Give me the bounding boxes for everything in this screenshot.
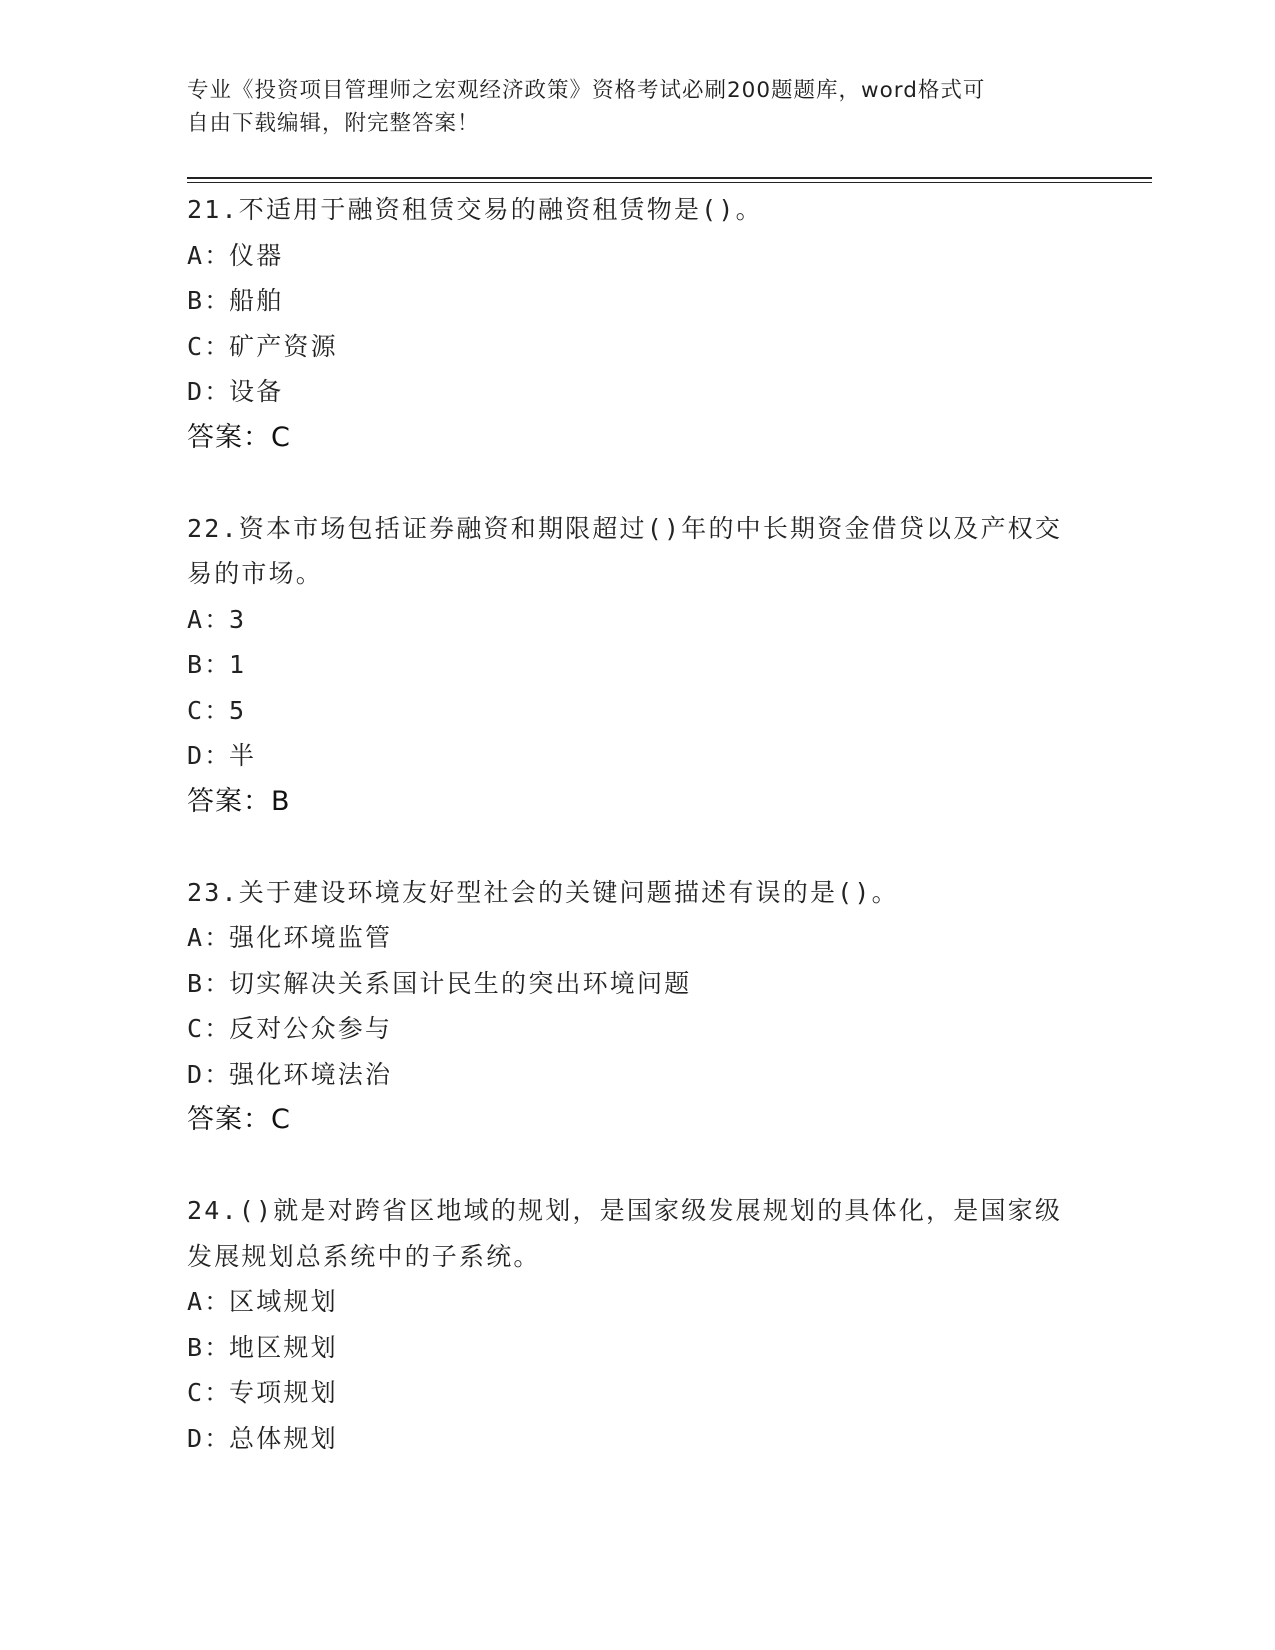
option-key: A：	[187, 604, 232, 634]
answer-line: 答案：C	[187, 1104, 291, 1135]
option-text: 地区规划	[229, 1332, 338, 1362]
option-key: C：	[187, 695, 232, 725]
question-23	[187, 870, 1087, 1189]
option-d	[187, 369, 1087, 415]
question-21	[187, 187, 1087, 506]
option-a	[187, 915, 1087, 961]
option-text: 切实解决关系国计民生的突出环境问题	[229, 968, 692, 998]
option-a	[187, 597, 1087, 643]
option-text: 仪器	[229, 240, 284, 270]
question-stem: 22.资本市场包括证券融资和期限超过()年的中长期资金借贷以及产权交易的市场。	[187, 513, 1063, 588]
option-d	[187, 1052, 1087, 1098]
option-text: 设备	[229, 377, 284, 406]
question-stem: 21.不适用于融资租赁交易的融资租赁物是()。	[187, 195, 763, 224]
option-key: D：	[187, 1059, 232, 1089]
option-a	[187, 1279, 1087, 1325]
option-b	[187, 1325, 1087, 1371]
document-header	[187, 74, 1067, 140]
option-key: C：	[187, 1378, 232, 1407]
spacer	[187, 824, 1087, 870]
spacer	[187, 1143, 1087, 1189]
answer-line: 答案：C	[187, 421, 291, 453]
question-stem: 24.()就是对跨省区地域的规划，是国家级发展规划的具体化，是国家级发展规划总系统中的子系统。	[187, 1196, 1063, 1271]
option-text: 3	[229, 604, 247, 634]
option-key: A：	[187, 923, 232, 952]
option-a	[187, 233, 1087, 279]
option-key: A：	[187, 1287, 232, 1316]
spacer	[187, 460, 1087, 506]
answer-line: 答案：B	[187, 785, 291, 817]
question-22	[187, 506, 1087, 870]
option-key: C：	[187, 1014, 232, 1043]
header-divider-thick	[187, 177, 1152, 179]
option-text: 总体规划	[229, 1423, 338, 1453]
option-text: 矿产资源	[229, 331, 338, 361]
option-d	[187, 733, 1087, 779]
option-b	[187, 961, 1087, 1007]
option-b	[187, 278, 1087, 324]
header-line-1: 专业《投资项目管理师之宏观经济政策》资格考试必刷200题题库，word格式可	[187, 78, 986, 103]
option-c	[187, 688, 1087, 734]
option-key: D：	[187, 741, 232, 770]
header-divider-thin	[187, 182, 1152, 183]
option-key: D：	[187, 377, 232, 406]
option-text: 5	[229, 695, 247, 725]
option-text: 强化环境法治	[229, 1059, 393, 1089]
question-list	[187, 187, 1087, 1461]
option-key: B：	[187, 1332, 232, 1362]
option-key: B：	[187, 968, 232, 998]
question-24	[187, 1188, 1087, 1461]
option-text: 区域规划	[229, 1287, 338, 1316]
option-text: 强化环境监管	[229, 923, 393, 952]
option-c	[187, 1006, 1087, 1052]
option-key: D：	[187, 1423, 232, 1453]
option-key: B：	[187, 286, 232, 315]
option-key: C：	[187, 331, 232, 361]
option-key: B：	[187, 650, 232, 679]
option-text: 专项规划	[229, 1378, 338, 1407]
option-text: 船舶	[229, 286, 284, 315]
option-text: 半	[229, 741, 257, 770]
option-d	[187, 1416, 1087, 1462]
option-c	[187, 1370, 1087, 1416]
option-key: A：	[187, 240, 232, 270]
question-stem: 23.关于建设环境友好型社会的关键问题描述有误的是()。	[187, 877, 899, 907]
header-line-2: 自由下载编辑，附完整答案！	[187, 111, 480, 136]
option-c	[187, 324, 1087, 370]
option-text: 反对公众参与	[229, 1014, 393, 1043]
option-b	[187, 642, 1087, 688]
option-text: 1	[229, 650, 247, 679]
